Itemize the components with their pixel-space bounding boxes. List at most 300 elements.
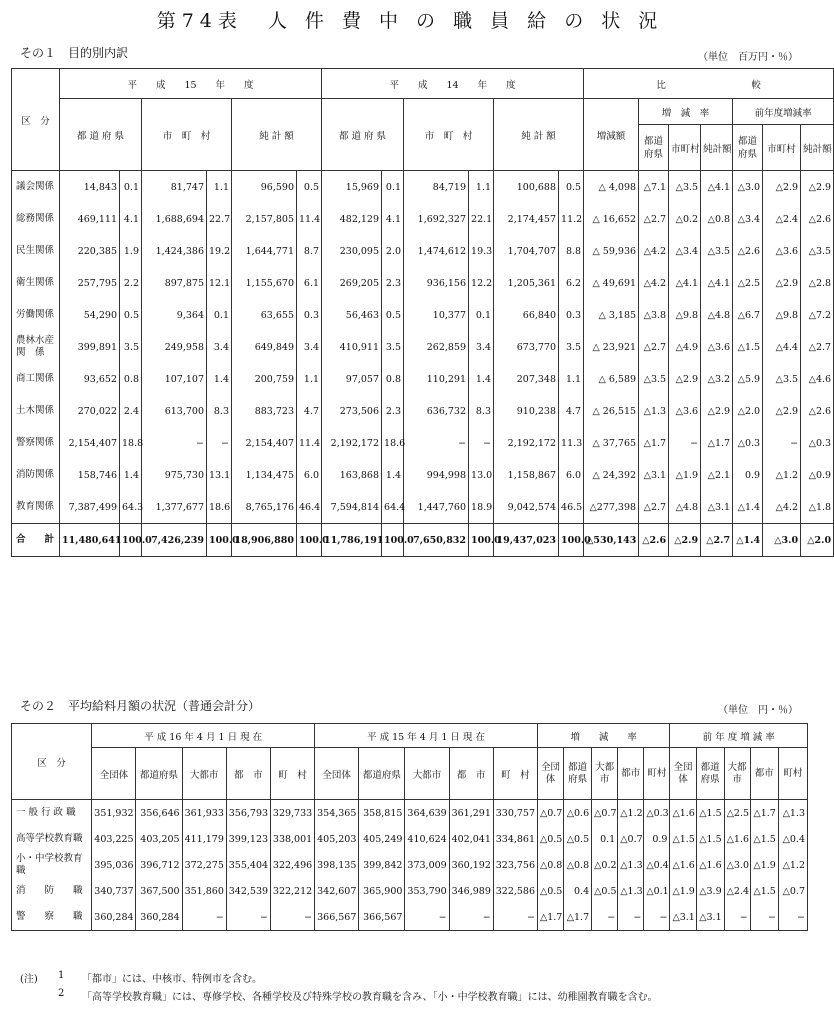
rate-net-header: 純計額 [701, 125, 733, 171]
note-2: 「高等学校教育職」には、専修学校、各種学校及び特殊学校の教育職を含み、「小・中学校教育職」には、幼稚園教育職を含む。 [82, 992, 658, 1003]
table-cell: − [493, 904, 537, 931]
table-cell: 18.6 [382, 427, 404, 459]
table-cell: △2.9 [669, 363, 701, 395]
table-cell: 636,732 [404, 395, 469, 427]
table-cell: 2.4 [120, 395, 142, 427]
table-cell: △4.1 [669, 267, 701, 299]
table-cell: △1.6 [670, 800, 696, 827]
table-row [12, 267, 834, 299]
table-cell: 0.1 [207, 299, 232, 331]
table-cell: △2.7 [801, 331, 834, 363]
table-cell: 1.4 [469, 363, 494, 395]
table-cell: △ 6,589 [584, 363, 639, 395]
table-cell: 11,786,191 [322, 524, 382, 557]
table-cell: 405,203 [315, 826, 359, 852]
table-cell: − [778, 904, 807, 931]
table-cell: △3.8 [639, 299, 669, 331]
row-label: 一 般 行 政 職 [16, 807, 76, 818]
table-cell: 2.3 [382, 395, 404, 427]
table-cell: △9.8 [669, 299, 701, 331]
table-cell: △1.8 [801, 491, 834, 524]
table-cell: △ 4,098 [584, 171, 639, 204]
table-cell: △4.2 [763, 491, 801, 524]
table-cell: 358,815 [359, 800, 405, 827]
table-cell: 7,387,499 [60, 491, 120, 524]
table-cell: △2.5 [733, 267, 763, 299]
table-cell: △1.5 [696, 800, 724, 827]
table-cell: △4.9 [669, 331, 701, 363]
table-cell: △3.6 [669, 395, 701, 427]
prev-net-header: 純計額 [801, 125, 834, 171]
table-cell: 13.0 [469, 459, 494, 491]
table-cell: △0.7 [592, 800, 618, 827]
part2-heading: その２ 平均給料月額の状況（普通会計分） [20, 699, 261, 713]
table-cell: 0.1 [469, 299, 494, 331]
table-cell: 910,238 [494, 395, 559, 427]
table-cell: 4.1 [120, 203, 142, 235]
table-cell: △2.4 [763, 203, 801, 235]
table-cell: 4.7 [297, 395, 322, 427]
table-cell: △1.3 [618, 878, 644, 904]
table-cell: △2.6 [733, 235, 763, 267]
table-row [12, 299, 834, 331]
table-cell: 1.4 [207, 363, 232, 395]
table-cell: 0.5 [559, 171, 584, 204]
table-cell: 410,911 [322, 331, 382, 363]
h14-header: 平 成 14 年 度 [322, 69, 584, 99]
table-cell: 0.9 [733, 459, 763, 491]
table-cell: △0.8 [564, 852, 592, 878]
table-cell: △1.7 [564, 904, 592, 931]
table-cell: △9.8 [763, 299, 801, 331]
table-cell: 354,365 [315, 800, 359, 827]
table-cell: △ 23,921 [584, 331, 639, 363]
table-cell: △3.0 [763, 524, 801, 557]
table-cell: 975,730 [142, 459, 207, 491]
table-cell: 673,770 [494, 331, 559, 363]
table-cell: 100.0 [120, 524, 142, 557]
table-cell: △1.7 [701, 427, 733, 459]
table-cell: 270,022 [60, 395, 120, 427]
table-row [12, 904, 808, 931]
table-cell: △2.6 [801, 395, 834, 427]
table-cell: △5.9 [733, 363, 763, 395]
table-cell: 12.1 [207, 267, 232, 299]
table-cell: △4.2 [639, 267, 669, 299]
table-cell: △3.9 [696, 878, 724, 904]
table-cell: △3.1 [639, 459, 669, 491]
table-cell: 3.5 [559, 331, 584, 363]
prev-rate-header: 前年度増減率 [733, 99, 834, 125]
table-cell: 1,155,670 [232, 267, 297, 299]
table-cell: 18.8 [120, 427, 142, 459]
table-cell: 22.1 [469, 203, 494, 235]
table-cell: 936,156 [404, 267, 469, 299]
part2-unit: （単位 円・％） [718, 705, 798, 716]
table-cell: 54,290 [60, 299, 120, 331]
table-cell: 8.3 [469, 395, 494, 427]
table-cell: △0.5 [564, 826, 592, 852]
table-cell: △2.9 [669, 524, 701, 557]
table-cell: 0.9 [644, 826, 670, 852]
table-cell: 342,539 [226, 878, 270, 904]
h14-net-header: 純 計 額 [494, 99, 584, 171]
table-cell: 1,644,771 [232, 235, 297, 267]
table-cell: △1.9 [670, 878, 696, 904]
table-cell: 1,692,327 [404, 203, 469, 235]
row-label: 小・中学校教育職 [16, 853, 83, 876]
table-cell: △2.0 [733, 395, 763, 427]
table-cell: − [405, 904, 449, 931]
table-cell: 367,500 [136, 878, 182, 904]
table-cell: 2,192,172 [322, 427, 382, 459]
table-cell: 366,567 [315, 904, 359, 931]
table-cell: 1,205,361 [494, 267, 559, 299]
table-cell: △1.3 [618, 852, 644, 878]
p2-h15-header: 平 成 15 年 4 月 1 日 現 在 [315, 724, 538, 748]
table-cell: 340,737 [92, 878, 136, 904]
part1-heading: その１ 目的別内訳 [20, 46, 129, 60]
table-cell: 366,567 [359, 904, 405, 931]
table-cell: △2.6 [639, 524, 669, 557]
table-cell: 356,793 [226, 800, 270, 827]
rate-city-header: 都市 [618, 748, 644, 800]
p2-category-header: 区 分 [12, 724, 92, 800]
table-cell: 257,795 [60, 267, 120, 299]
prev-town-header: 町村 [778, 748, 807, 800]
row-label: 総務関係 [16, 213, 55, 224]
prev-pref-header: 都道府県 [733, 125, 763, 171]
table-cell: 1,158,867 [494, 459, 559, 491]
table-cell: 15,969 [322, 171, 382, 204]
table-cell: 96,590 [232, 171, 297, 204]
table-cell: − [724, 904, 750, 931]
table-cell: − [404, 427, 469, 459]
table-cell: 1,447,760 [404, 491, 469, 524]
table-cell: △2.7 [639, 331, 669, 363]
table-cell: 207,348 [494, 363, 559, 395]
table-cell: △4.8 [701, 299, 733, 331]
table-row [12, 852, 808, 878]
table-cell: 399,891 [60, 331, 120, 363]
table-cell: 322,586 [493, 878, 537, 904]
table-cell: △3.0 [724, 852, 750, 878]
table-cell: 1,688,694 [142, 203, 207, 235]
page-title: 第74表 人 件 費 中 の 職 員 給 の 状 況 [156, 10, 664, 32]
table-cell: 3.5 [120, 331, 142, 363]
table-cell: − [644, 904, 670, 931]
table-cell: △1.4 [733, 491, 763, 524]
table-cell: △2.1 [701, 459, 733, 491]
table-cell: 110,291 [404, 363, 469, 395]
h15-header: 平 成 15 年 度 [60, 69, 322, 99]
table-cell: 93,652 [60, 363, 120, 395]
table-cell: △0.1 [644, 878, 670, 904]
h16-town-header: 町 村 [270, 748, 314, 800]
table-cell: 3.4 [469, 331, 494, 363]
table-cell: △3.6 [763, 235, 801, 267]
table-cell: △1.6 [670, 852, 696, 878]
table-cell: 0.1 [120, 171, 142, 204]
table-cell: △ 26,515 [584, 395, 639, 427]
prev-big-header: 大都市 [724, 748, 750, 800]
table-cell: △ 24,392 [584, 459, 639, 491]
table-cell: 613,700 [142, 395, 207, 427]
table-cell: 329,733 [270, 800, 314, 827]
table-cell: △0.2 [669, 203, 701, 235]
table-cell: △2.8 [801, 267, 834, 299]
table-cell: △1.9 [669, 459, 701, 491]
table-cell: 411,179 [182, 826, 226, 852]
table-cell: 1.4 [120, 459, 142, 491]
table-cell: 395,036 [92, 852, 136, 878]
h16-city-header: 都 市 [226, 748, 270, 800]
compare-header: 比 較 [584, 69, 834, 99]
table-row [12, 235, 834, 267]
table-cell: 402,041 [449, 826, 493, 852]
table-cell: 2.2 [120, 267, 142, 299]
table-cell: − [618, 904, 644, 931]
table-cell: 403,225 [92, 826, 136, 852]
table-cell: △3.1 [696, 904, 724, 931]
table-cell: 273,506 [322, 395, 382, 427]
table-cell: 100.0 [207, 524, 232, 557]
table-cell: △2.5 [724, 800, 750, 827]
table-cell: 14,843 [60, 171, 120, 204]
table-cell: △3.2 [701, 363, 733, 395]
h16-all-header: 全団体 [92, 748, 136, 800]
rate-town-header: 町村 [644, 748, 670, 800]
table-cell: 0.1 [592, 826, 618, 852]
part1-unit: （単位 百万円・％） [698, 52, 798, 63]
table-cell: 322,212 [270, 878, 314, 904]
table-cell: △2.9 [763, 171, 801, 204]
table-row [12, 203, 834, 235]
table-row [12, 826, 808, 852]
table-cell: 330,757 [493, 800, 537, 827]
table-cell: 46.5 [559, 491, 584, 524]
table-cell: 351,932 [92, 800, 136, 827]
table-cell: 323,756 [493, 852, 537, 878]
table-cell: 100.0 [297, 524, 322, 557]
table-cell: 7,426,239 [142, 524, 207, 557]
table-cell: △1.3 [639, 395, 669, 427]
table-cell: 163,868 [322, 459, 382, 491]
table-cell: 410,624 [405, 826, 449, 852]
table-cell: 2,192,172 [494, 427, 559, 459]
table-cell: 1.9 [120, 235, 142, 267]
table-row [12, 363, 834, 395]
table-cell: △1.2 [778, 852, 807, 878]
table-cell: 8.7 [297, 235, 322, 267]
table-cell: 6.2 [559, 267, 584, 299]
category-header: 区 分 [12, 69, 60, 171]
table-cell: 2,154,407 [232, 427, 297, 459]
p2h15-town-header: 町 村 [493, 748, 537, 800]
table-cell: 158,746 [60, 459, 120, 491]
table-cell: 18.6 [207, 491, 232, 524]
table-cell: 360,284 [92, 904, 136, 931]
table-cell: − [207, 427, 232, 459]
table-cell: − [469, 427, 494, 459]
table-cell: − [226, 904, 270, 931]
table-cell: △ 37,765 [584, 427, 639, 459]
table-cell: 262,859 [404, 331, 469, 363]
p2h15-big-header: 大都市 [405, 748, 449, 800]
table-cell: △1.2 [618, 800, 644, 827]
prev-city-header: 市町村 [763, 125, 801, 171]
table-row [12, 491, 834, 524]
row-label: 議会関係 [16, 181, 55, 192]
table-cell: 6.1 [297, 267, 322, 299]
table-cell: 1,424,386 [142, 235, 207, 267]
table-cell: − [763, 427, 801, 459]
table-cell: 269,205 [322, 267, 382, 299]
table-cell: △ 49,691 [584, 267, 639, 299]
table-cell: 4.1 [382, 203, 404, 235]
table-cell: 1,377,677 [142, 491, 207, 524]
table-cell: 355,404 [226, 852, 270, 878]
row-label: 警察関係 [16, 437, 55, 448]
table-cell: 11.2 [559, 203, 584, 235]
table-cell: 405,249 [359, 826, 405, 852]
table-cell: △3.4 [669, 235, 701, 267]
rate-pref-header: 都道府県 [639, 125, 669, 171]
table-cell: △4.8 [669, 491, 701, 524]
row-label: 教育関係 [16, 501, 55, 512]
table-cell: △1.7 [639, 427, 669, 459]
p2h15-city-header: 都 市 [449, 748, 493, 800]
h16-header: 平 成 16 年 4 月 1 日 現 在 [92, 724, 315, 748]
table-cell: 107,107 [142, 363, 207, 395]
table-cell: △0.2 [592, 852, 618, 878]
rate-header: 増 減 率 [639, 99, 733, 125]
table-cell: △0.9 [801, 459, 834, 491]
table-cell: △ 3,185 [584, 299, 639, 331]
table-cell: 346,989 [449, 878, 493, 904]
table-cell: 8,765,176 [232, 491, 297, 524]
table-cell: 7,594,814 [322, 491, 382, 524]
table-cell: △3.5 [763, 363, 801, 395]
table-cell: △7.2 [801, 299, 834, 331]
table-cell: △2.6 [801, 203, 834, 235]
table-cell: 84,719 [404, 171, 469, 204]
table-row [12, 427, 834, 459]
table-cell: − [142, 427, 207, 459]
table-cell: △3.0 [733, 171, 763, 204]
row-label: 商工関係 [16, 373, 55, 384]
table-cell: △7.1 [639, 171, 669, 204]
table-cell: 11.4 [297, 427, 322, 459]
table-cell: 2,157,805 [232, 203, 297, 235]
table-cell: 9,364 [142, 299, 207, 331]
table-cell: △1.5 [750, 826, 778, 852]
table-cell: 1.1 [297, 363, 322, 395]
table-cell: 0.5 [382, 299, 404, 331]
table-cell: △2.9 [763, 267, 801, 299]
table-cell: △6.7 [733, 299, 763, 331]
table-cell: 0.8 [382, 363, 404, 395]
total-row [12, 524, 834, 557]
table-cell: 403,205 [136, 826, 182, 852]
table-cell: △0.5 [592, 878, 618, 904]
table-cell: 398,135 [315, 852, 359, 878]
rate-all-header: 全団体 [537, 748, 563, 800]
table-cell: △0.3 [644, 800, 670, 827]
table-cell: 81,747 [142, 171, 207, 204]
table-cell: − [449, 904, 493, 931]
table-cell: △277,398 [584, 491, 639, 524]
table-cell: 364,639 [405, 800, 449, 827]
p2-rate-header: 増 減 率 [537, 724, 670, 748]
table-cell: 322,496 [270, 852, 314, 878]
table-cell: 1,474,612 [404, 235, 469, 267]
table-cell: 6.0 [297, 459, 322, 491]
table-cell: 100.0 [382, 524, 404, 557]
table-cell: △0.7 [778, 878, 807, 904]
h16-big-header: 大都市 [182, 748, 226, 800]
table-cell: 365,900 [359, 878, 405, 904]
table-cell: 64.3 [120, 491, 142, 524]
table-cell: 994,998 [404, 459, 469, 491]
table-cell: 2.3 [382, 267, 404, 299]
table-cell: △1.6 [696, 852, 724, 878]
table-cell: 19.3 [469, 235, 494, 267]
table-cell: 1.1 [207, 171, 232, 204]
table-cell: 12.2 [469, 267, 494, 299]
table-cell: 2,174,457 [494, 203, 559, 235]
table-cell: 19.2 [207, 235, 232, 267]
table-cell: 353,790 [405, 878, 449, 904]
table-cell: △4.1 [701, 171, 733, 204]
table-cell: − [182, 904, 226, 931]
table-cell: 3.5 [382, 331, 404, 363]
table-cell: △4.4 [763, 331, 801, 363]
row-label: 民生関係 [16, 245, 55, 256]
table-cell: 19,437,023 [494, 524, 559, 557]
note-2-number: 2 [58, 988, 65, 999]
table-cell: △0.4 [644, 852, 670, 878]
table-row [12, 459, 834, 491]
table-cell: − [270, 904, 314, 931]
table-cell: 338,001 [270, 826, 314, 852]
table-cell: 897,875 [142, 267, 207, 299]
table-cell: △4.6 [801, 363, 834, 395]
prev-all-header: 全団体 [670, 748, 696, 800]
table-row [12, 800, 808, 827]
table-cell: △0.8 [537, 852, 563, 878]
table-cell: 8.8 [559, 235, 584, 267]
table-cell: 6.0 [559, 459, 584, 491]
rate-big-header: 大都市 [592, 748, 618, 800]
table-cell: 0.8 [120, 363, 142, 395]
table-cell: △1.5 [733, 331, 763, 363]
rate-city-header: 市町村 [669, 125, 701, 171]
table-cell: 18.9 [469, 491, 494, 524]
table-cell: 63,655 [232, 299, 297, 331]
table-cell: − [750, 904, 778, 931]
table-cell: 66,840 [494, 299, 559, 331]
table-cell: △3.1 [701, 491, 733, 524]
p2h15-all-header: 全団体 [315, 748, 359, 800]
table-cell: 220,385 [60, 235, 120, 267]
row-label: 土木関係 [16, 405, 55, 416]
table-cell: 3.4 [207, 331, 232, 363]
row-label: 高等学校教育職 [16, 833, 83, 844]
table-cell: △530,143 [584, 524, 639, 557]
table-cell: 342,607 [315, 878, 359, 904]
note-1-number: 1 [58, 970, 65, 981]
